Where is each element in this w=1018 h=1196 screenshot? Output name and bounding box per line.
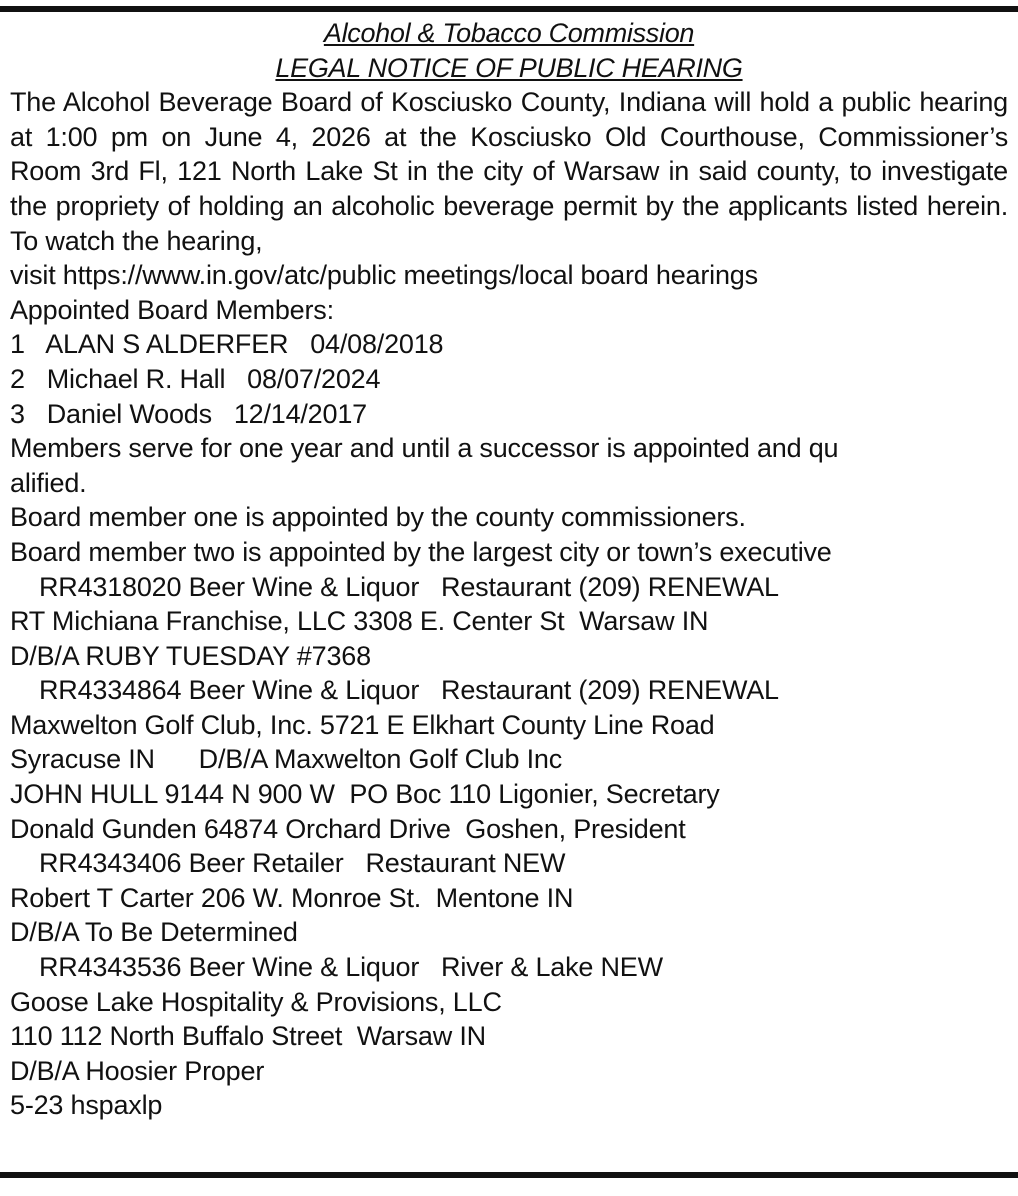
appointment-note-1: Board member one is appointed by the county commissioners. [10,502,746,533]
bottom-rule [0,1172,1018,1178]
permit-line: RR4343536 Beer Wine & Liquor River & Lake NEW [39,952,663,983]
applicant-line: D/B/A To Be Determined [10,917,298,948]
permit-line: RR4334864 Beer Wine & Liquor Restaurant (209) RENEWAL [39,675,779,706]
applicant-line: Donald Gunden 64874 Orchard Drive Goshen, President [10,813,686,844]
appointment-note-2: Board member two is appointed by the largest city or town’s executive [10,536,832,567]
application-1 [10,570,1008,674]
applicant-line: Syracuse IN D/B/A Maxwelton Golf Club Inc [10,744,563,775]
application-2 [10,673,1008,846]
applicant-line: JOHN HULL 9144 N 900 W PO Boc 110 Ligonier, Secretary [10,779,720,810]
legal-notice [10,16,1008,1123]
applicant-line: D/B/A RUBY TUESDAY #7368 [10,640,371,671]
applicant-line: Maxwelton Golf Club, Inc. 5721 E Elkhart County Line Road [10,709,715,740]
watch-link-text: visit https://www.in.gov/atc/public meetings/local board hearings [10,260,758,291]
applicant-line: RT Michiana Franchise, LLC 3308 E. Center St Warsaw IN [10,606,709,637]
term-note-line-1: Members serve for one year and until a successor is appointed and qu [10,433,839,464]
agency-heading: Alcohol & Tobacco Commission [323,18,695,48]
permit-line: RR4318020 Beer Wine & Liquor Restaurant (209) RENEWAL [39,571,779,602]
permit-line: RR4343406 Beer Retailer Restaurant NEW [39,848,566,879]
applicant-line: Goose Lake Hospitality & Provisions, LLC [10,986,502,1017]
applicant-line: 110 112 North Buffalo Street Warsaw IN [10,1021,486,1052]
board-label: Appointed Board Members: [10,294,334,325]
applicant-line: D/B/A Hoosier Proper [10,1055,265,1086]
application-4 [10,950,1008,1088]
top-rule [0,6,1018,12]
publication-code: 5-23 hspaxlp [10,1090,163,1121]
board-member-2: 2 Michael R. Hall 08/07/2024 [10,363,381,394]
term-note-line-2: alified. [10,467,87,498]
applicant-line: Robert T Carter 206 W. Monroe St. Mentone IN [10,882,574,913]
board-member-1: 1 ALAN S ALDERFER 04/08/2018 [10,329,444,360]
intro-paragraph: The Alcohol Beverage Board of Kosciusko County, Indiana will hold a public hearing at 1:00 pm on June 4, 2026 at the Kosciusko Old Courthouse, Commissioner’s Room 3rd Fl, 121 North Lake St in the city of Warsaw in said county, to investigate the propriety of holding an alcoholic beverage permit by the applicants listed herein. To watch the hearing, [10,87,1008,256]
board-member-3: 3 Daniel Woods 12/14/2017 [10,398,367,429]
application-3 [10,846,1008,950]
notice-type-heading: LEGAL NOTICE OF PUBLIC HEARING [275,52,743,83]
